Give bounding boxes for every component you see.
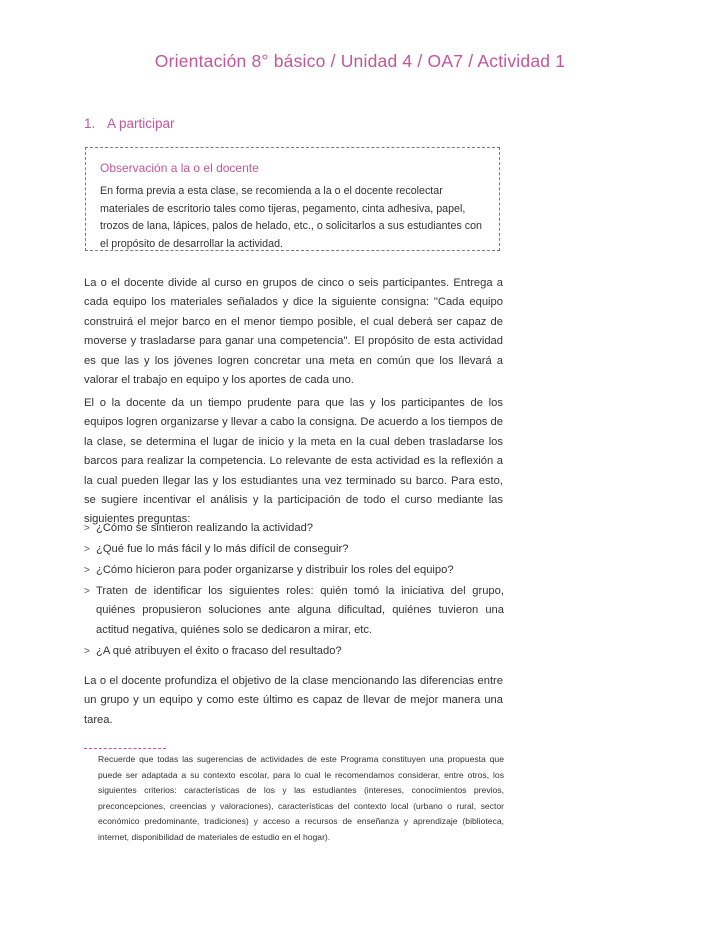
questions-list — [84, 519, 504, 663]
question-text: ¿Cómo hicieron para poder organizarse y distribuir los roles del equipo? — [96, 564, 454, 576]
section-heading — [84, 116, 175, 131]
footnote-text: Recuerde que todas las sugerencias de actividades de este Programa constituyen una propuesta que puede ser adaptada a su contexto escolar, para lo cual le recomendamos considerar, entre otros, los siguientes criterios: características de los y las estudiantes (intereses, conocimientos previos, preconcepciones, creencias y valoraciones), características del contexto local (urbano o rural, sector económico predominante, tradiciones) y acceso a recursos de enseñanza y aprendizaje (biblioteca, internet, disponibilidad de materiales de estudio en el hogar). — [98, 754, 504, 842]
question-text: ¿Qué fue lo más fácil y lo más difícil de conseguir? — [96, 543, 349, 555]
chevron-right-icon: > — [84, 544, 90, 555]
chevron-right-icon: > — [84, 645, 90, 657]
paragraph-conclusion: La o el docente profundiza el objetivo de la clase mencionando las diferencias entre un grupo y un equipo y como este último es capaz de llevar de mejor manera una tarea. — [84, 675, 503, 726]
paragraph-instructions: El o la docente da un tiempo prudente para que las y los participantes de los equipos logren organizarse y llevar a cabo la consigna. De acuerdo a los tiempos de la clase, se determina el lugar de inicio y la meta en la cual deben trasladarse los barcos para realizar la competencia. Lo relevante de esta actividad es la reflexión a la cual pueden llegar las y los estudiantes una vez terminado su barco. Para esto, se sugiere incentivar el análisis y la participación de todo el curso mediante las siguientes preguntas: — [84, 397, 503, 526]
section-number: 1. — [84, 116, 96, 131]
question-text: Traten de identificar los siguientes roles: quién tomó la iniciativa del grupo, quiénes propusieron soluciones ante alguna dificultad, quiénes tuvieron una actitud negativa, quiénes solo se dedicaron a mirar, etc. — [96, 585, 504, 636]
section-title: A participar — [107, 116, 175, 131]
question-text: ¿A qué atribuyen el éxito o fracaso del resultado? — [96, 644, 342, 657]
question-item — [84, 642, 504, 661]
question-text: ¿Cómo se sintieron realizando la actividad? — [96, 522, 314, 534]
question-item — [84, 582, 504, 640]
observation-title: Observación a la o el docente — [100, 161, 259, 175]
chevron-right-icon: > — [84, 523, 90, 534]
question-item — [84, 519, 504, 538]
paragraph-intro: La o el docente divide al curso en grupos de cinco o seis participantes. Entrega a cada equipo los materiales señalados y dice la siguiente consigna: "Cada equipo construirá el mejor barco en el menor tiempo posible, el cual deberá ser capaz de moverse y trasladarse para ganar una competencia". El propósito de esta actividad es que las y los jóvenes logren concretar una meta en común que los llevará a valorar el trabajo en equipo y los aportes de cada uno. — [84, 277, 503, 387]
question-item — [84, 540, 504, 559]
page-header-title: Orientación 8° básico / Unidad 4 / OA7 / Actividad 1 — [154, 51, 566, 71]
teacher-observation-box — [85, 147, 500, 251]
footnote-divider — [84, 748, 166, 749]
question-item — [84, 561, 504, 580]
observation-text: En forma previa a esta clase, se recomienda a la o el docente recolectar materiales de escritorio tales como tijeras, pegamento, cinta adhesiva, papel, trozos de lana, lápices, palos de helado, etc., o solicitarlos a sus estudiantes con el propósito de desarrollar la actividad. — [100, 185, 483, 250]
chevron-right-icon: > — [84, 586, 90, 597]
chevron-right-icon: > — [84, 565, 90, 576]
